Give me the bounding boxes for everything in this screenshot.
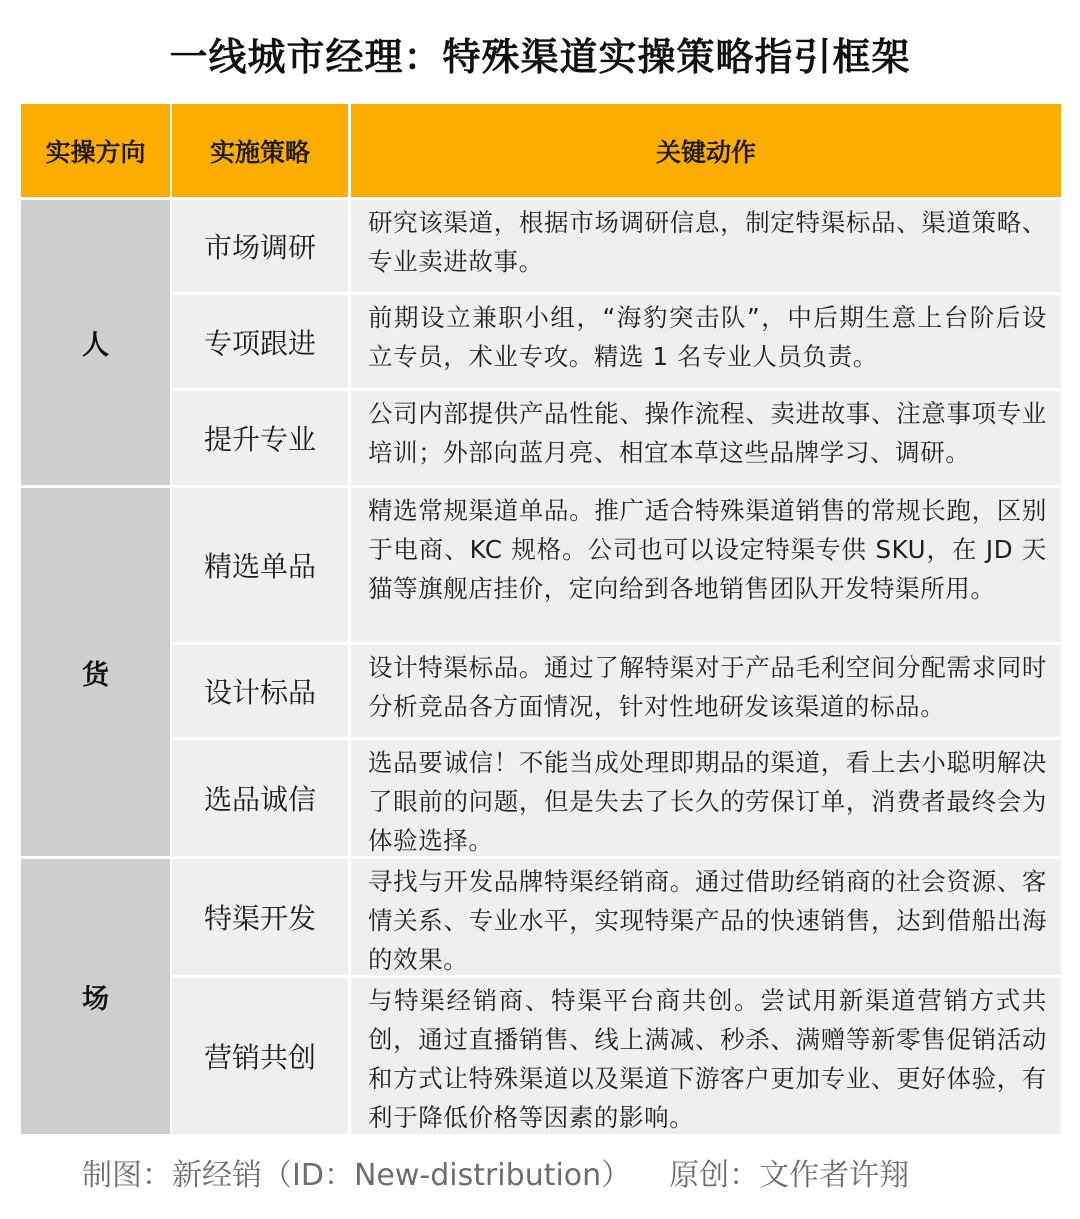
table-row (172, 200, 1061, 292)
chart-maker-credit: 制图：新经销（ID：New-distribution） (82, 1158, 632, 1193)
section-rows (172, 859, 1061, 1134)
section-venue (21, 859, 1061, 1134)
action-cell: 公司内部提供产品性能、操作流程、卖进故事、注意事项专业培训；外部向蓝月亮、相宜本草这些品牌学习、调研。 (351, 391, 1061, 485)
strategy-cell: 精选单品 (172, 488, 348, 642)
table-row (172, 978, 1061, 1134)
strategy-cell: 选品诚信 (172, 740, 348, 856)
strategy-cell: 提升专业 (172, 391, 348, 485)
action-cell: 寻找与开发品牌特渠经销商。通过借助经销商的社会资源、客情关系、专业水平，实现特渠产品的快速销售，达到借船出海的效果。 (351, 859, 1061, 975)
table-row (172, 859, 1061, 975)
table-header-row (21, 104, 1061, 197)
direction-cell: 场 (21, 859, 170, 1134)
direction-cell: 人 (21, 200, 170, 485)
strategy-table (21, 104, 1061, 1134)
page-title: 一线城市经理：特殊渠道实操策略指引框架 (169, 35, 911, 79)
action-cell: 选品要诚信！不能当成处理即期品的渠道，看上去小聪明解决了眼前的问题，但是失去了长久的劳保订单，消费者最终会为体验选择。 (351, 740, 1061, 856)
action-cell: 前期设立兼职小组，“海豹突击队”，中后期生意上台阶后设立专员，术业专攻。精选 1 名专业人员负责。 (351, 295, 1061, 388)
action-cell: 设计特渠标品。通过了解特渠对于产品毛利空间分配需求同时分析竞品各方面情况，针对性地研发该渠道的标品。 (351, 645, 1061, 737)
action-cell: 与特渠经销商、特渠平台商共创。尝试用新渠道营销方式共创，通过直播销售、线上满减、秒杀、满赠等新零售促销活动和方式让特殊渠道以及渠道下游客户更加专业、更好体验，有利于降低价格等因素的影响。 (351, 978, 1061, 1134)
table-row (172, 645, 1061, 737)
action-cell: 研究该渠道，根据市场调研信息，制定特渠标品、渠道策略、专业卖进故事。 (351, 200, 1061, 292)
strategy-cell: 设计标品 (172, 645, 348, 737)
section-rows (172, 488, 1061, 856)
table-row (172, 740, 1061, 856)
source-credit (82, 1154, 909, 1198)
action-cell: 精选常规渠道单品。推广适合特殊渠道销售的常规长跑，区别于电商、KC 规格。公司也可以设定特渠专供 SKU，在 JD 天猫等旗舰店挂价，定向给到各地销售团队开发特渠所用。 (351, 488, 1061, 642)
strategy-cell: 市场调研 (172, 200, 348, 292)
table-row (172, 295, 1061, 388)
direction-cell: 货 (21, 488, 170, 856)
original-author-credit: 原创：文作者许翔 (669, 1158, 910, 1193)
section-people (21, 200, 1061, 485)
table-row (172, 391, 1061, 485)
header-strategy: 实施策略 (172, 104, 348, 197)
strategy-cell: 专项跟进 (172, 295, 348, 388)
strategy-cell: 特渠开发 (172, 859, 348, 975)
section-rows (172, 200, 1061, 485)
table-row (172, 488, 1061, 642)
header-key-actions: 关键动作 (351, 104, 1061, 197)
strategy-cell: 营销共创 (172, 978, 348, 1134)
section-goods (21, 488, 1061, 856)
header-direction: 实操方向 (21, 104, 170, 197)
